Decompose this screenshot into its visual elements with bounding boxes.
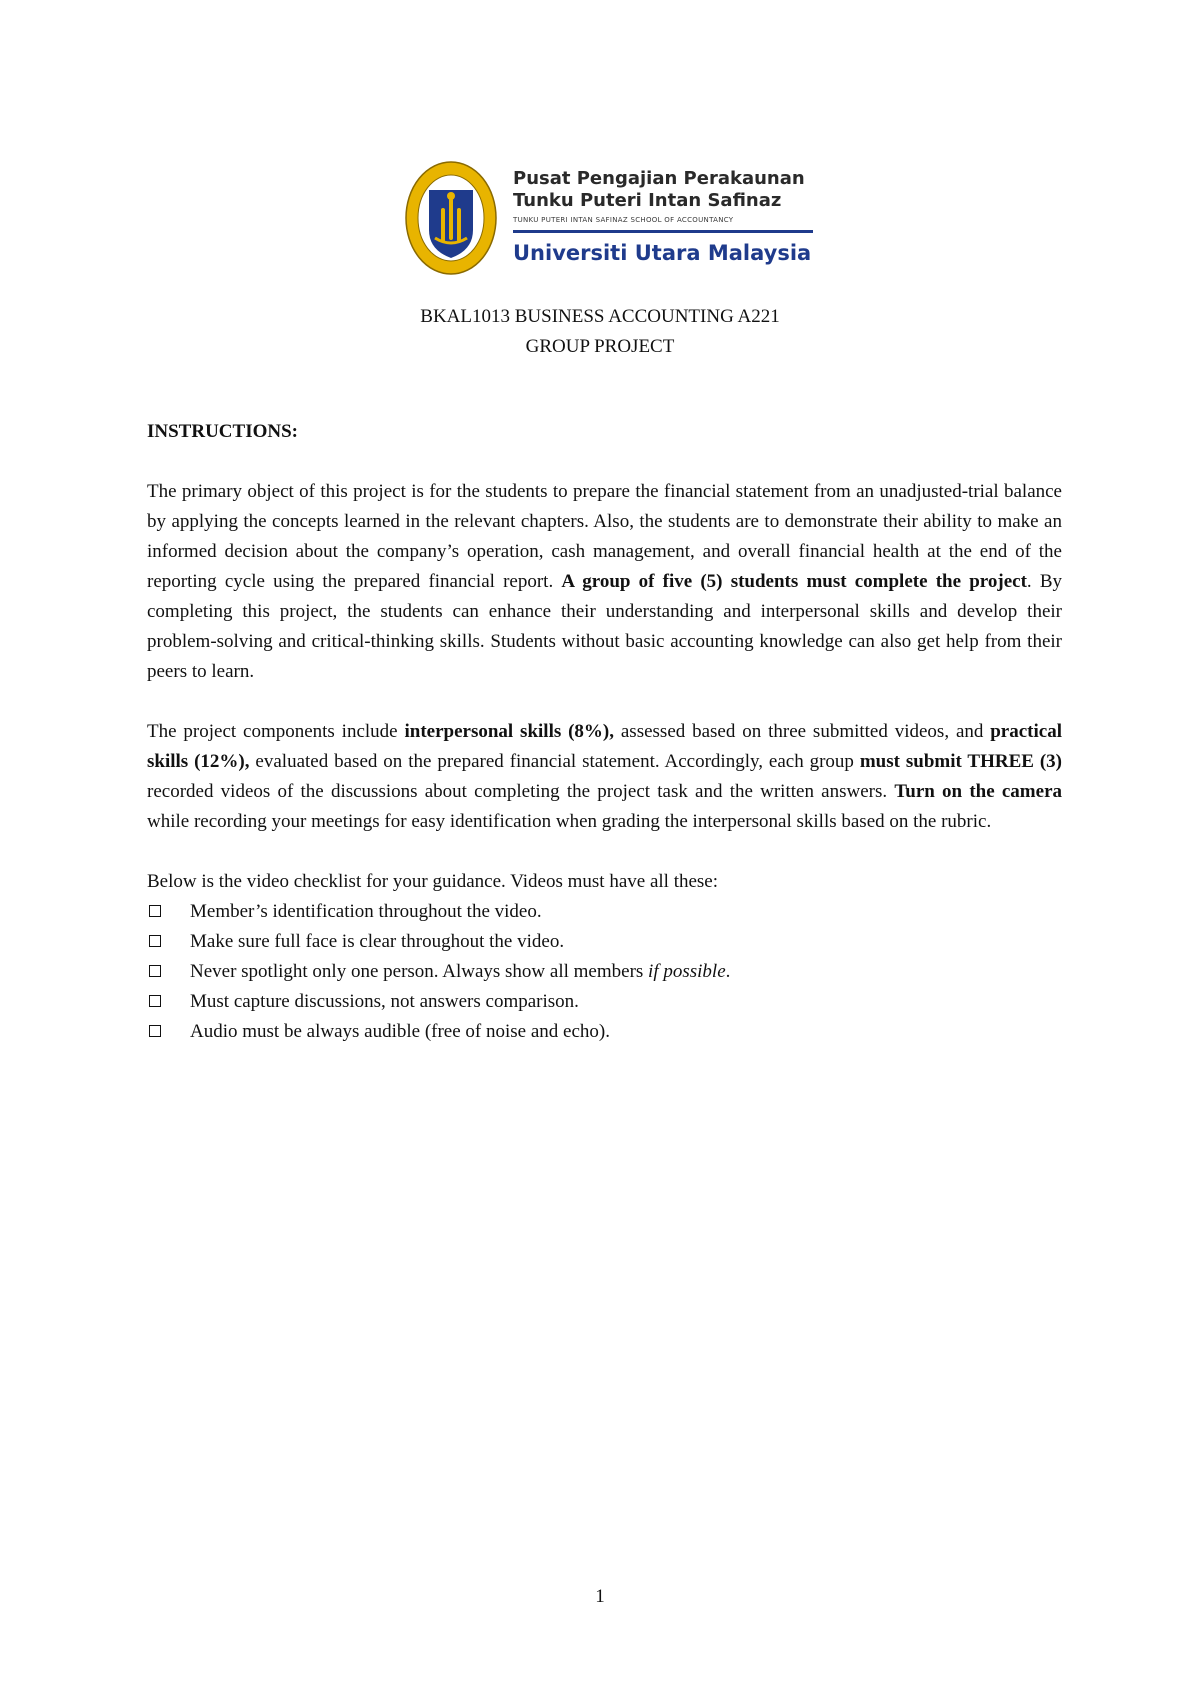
instructions-section (147, 417, 1062, 1047)
checklist-item: Audio must be always audible (free of noise and echo). (147, 1017, 1062, 1047)
logo-divider (513, 230, 813, 233)
objective-paragraph: The primary object of this project is for the students to prepare the financial statement from an unadjusted-trial balance by applying the concepts learned in the relevant chapters. Also, the students are to demonstrate their ability to make an informed decision about the company’s operation, cash management, and overall financial health at the end of the reporting cycle using the prepared financial report. A group of five (5) students must complete the project. By completing this project, the students can enhance their understanding and interpersonal skills and develop their problem-solving and critical-thinking skills. Students without basic accounting knowledge can also get help from their peers to learn. (147, 481, 1063, 682)
page-number: 1 (595, 1586, 605, 1607)
university-name: Universiti Utara Malaysia (513, 241, 812, 265)
school-logo (405, 160, 825, 278)
checkbox-icon (149, 965, 161, 977)
components-paragraph: The project components include interpersonal skills (8%), assessed based on three submitted videos, and practical skills (12%), evaluated based on the prepared financial statement. Accordingly, each group must submit THREE (3) recorded videos of the discussions about completing the project task and the written answers. Turn on the camera while recording your meetings for easy identification when grading the interpersonal skills based on the rubric. (147, 721, 1062, 832)
checkbox-icon (149, 995, 161, 1007)
school-name-line2: Tunku Puteri Intan Safinaz (513, 190, 782, 211)
checklist-item: Never spotlight only one person. Always show all members if possible. (147, 957, 1062, 987)
document-title (0, 302, 1200, 362)
checklist-item: Make sure full face is clear throughout the video. (147, 927, 1062, 957)
instructions-heading: INSTRUCTIONS: (147, 421, 298, 442)
school-name-line1: Pusat Pengajian Perakaunan (513, 168, 805, 189)
university-crest-icon (405, 160, 497, 276)
checklist-item: Member’s identification throughout the video. (147, 897, 1062, 927)
logo-text (513, 168, 823, 265)
checkbox-icon (149, 935, 161, 947)
course-title: BKAL1013 BUSINESS ACCOUNTING A221 (420, 306, 780, 327)
checklist-intro: Below is the video checklist for your guidance. Videos must have all these: (147, 871, 719, 892)
school-english-name: TUNKU PUTERI INTAN SAFINAZ SCHOOL OF ACCOUNTANCY (513, 216, 734, 224)
checklist-item: Must capture discussions, not answers comparison. (147, 987, 1062, 1017)
checkbox-icon (149, 905, 161, 917)
project-title: GROUP PROJECT (525, 336, 675, 357)
checkbox-icon (149, 1025, 161, 1037)
video-checklist (147, 897, 1062, 1047)
